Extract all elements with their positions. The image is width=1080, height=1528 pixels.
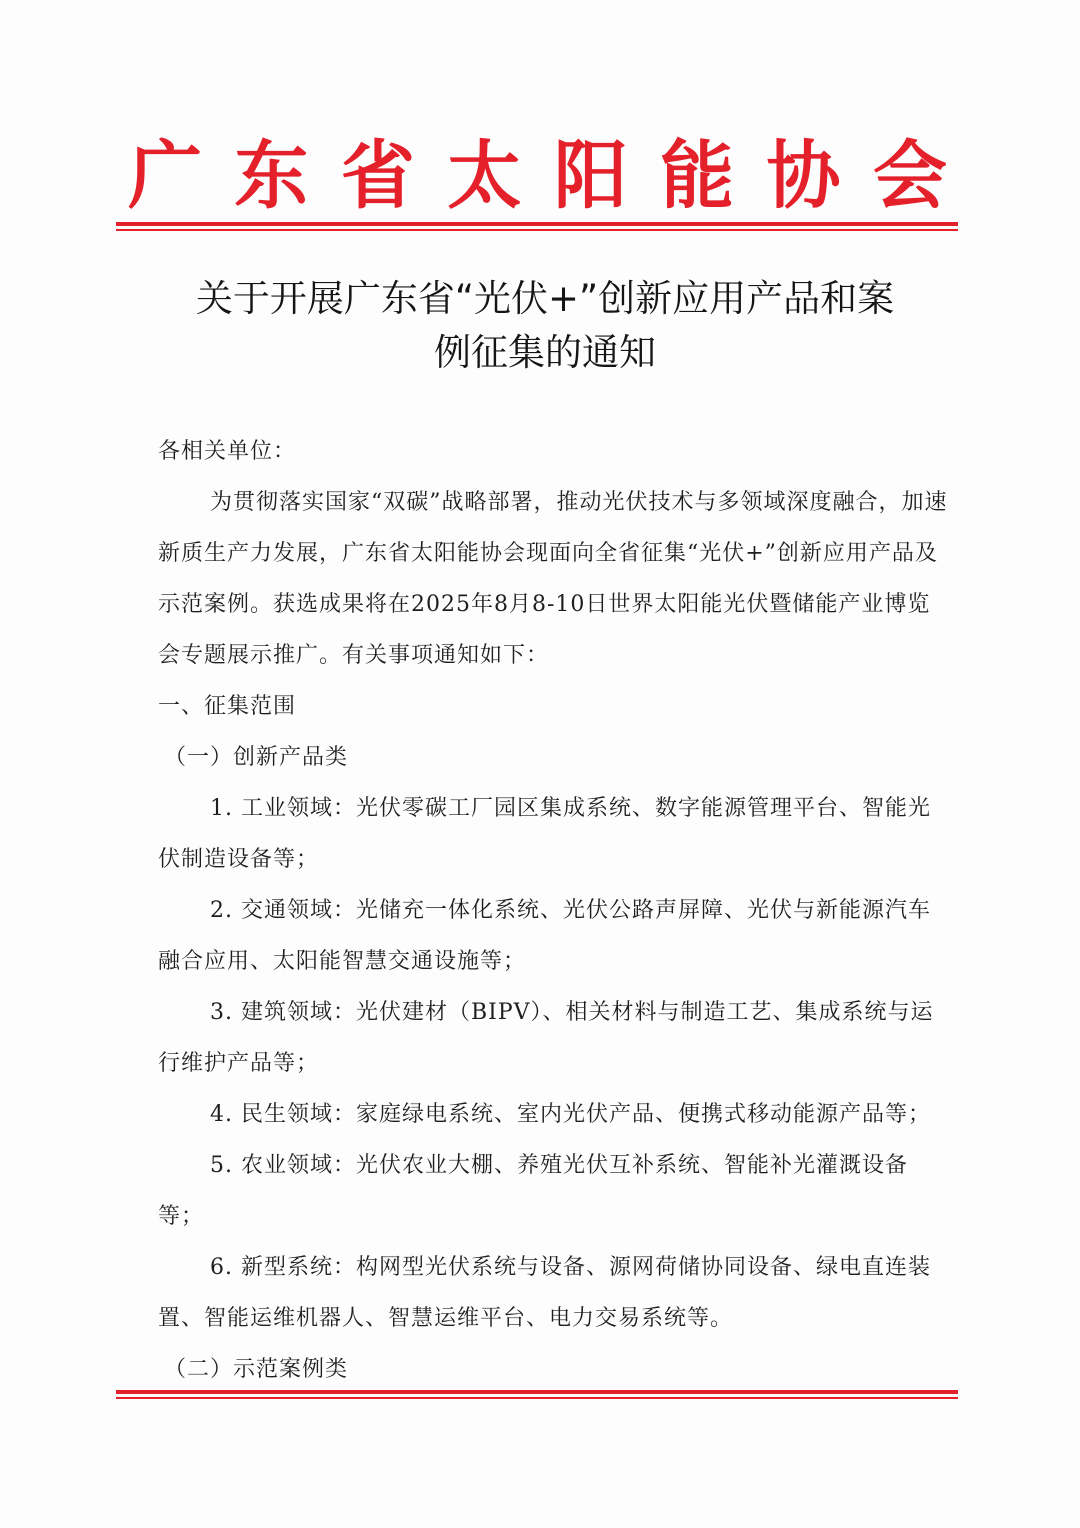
list-item: 6. 新型系统：构网型光伏系统与设备、源网荷储协同设备、绿电直连装置、智能运维机器人、智慧运维平台、电力交易系统等。: [158, 1255, 931, 1331]
list-item: 2. 交通领域：光储充一体化系统、光伏公路声屏障、光伏与新能源汽车融合应用、太阳能智慧交通设施等；: [158, 898, 931, 974]
document-body: [158, 426, 948, 1395]
subsection-heading: （一）创新产品类: [164, 745, 349, 770]
letterhead-char: 阳: [553, 133, 628, 219]
letterhead-char: 会: [872, 133, 947, 219]
list-item: 4. 民生领域：家庭绿电系统、室内光伏产品、便携式移动能源产品等；: [210, 1102, 931, 1127]
title-line-1: 关于开展广东省“光伏+”创新应用产品和案: [195, 277, 895, 320]
letterhead-char: 太: [447, 133, 522, 219]
letterhead-char: 能: [660, 133, 735, 219]
section-heading: 一、征集范围: [158, 694, 297, 719]
title-line-2: 例征集的通知: [434, 331, 656, 374]
document-title: [150, 272, 940, 380]
letterhead-org-name: [115, 126, 960, 226]
footer-divider: [116, 1390, 958, 1399]
letterhead-char: 东: [234, 133, 309, 219]
letterhead-char: 广: [128, 133, 202, 219]
letterhead-char: 省: [340, 133, 415, 219]
list-item: 1. 工业领域：光伏零碳工厂园区集成系统、数字能源管理平台、智能光伏制造设备等；: [158, 796, 931, 872]
intro-paragraph: 为贯彻落实国家“双碳”战略部署，推动光伏技术与多领域深度融合，加速新质生产力发展，广东省太阳能协会现面向全省征集“光伏+”创新应用产品及示范案例。获选成果将在2025年8月8-10日世界太阳能光伏暨储能产业博览会专题展示推广。有关事项通知如下：: [158, 490, 948, 668]
letterhead-divider: [116, 222, 958, 231]
letterhead-char: 协: [766, 133, 841, 219]
list-item: 3. 建筑领域：光伏建材（BIPV）、相关材料与制造工艺、集成系统与运行维护产品等；: [158, 1000, 934, 1076]
list-item: 5. 农业领域：光伏农业大棚、养殖光伏互补系统、智能补光灌溉设备等；: [158, 1153, 908, 1229]
salutation: 各相关单位：: [158, 439, 297, 464]
subsection-heading: （二）示范案例类: [164, 1357, 349, 1382]
